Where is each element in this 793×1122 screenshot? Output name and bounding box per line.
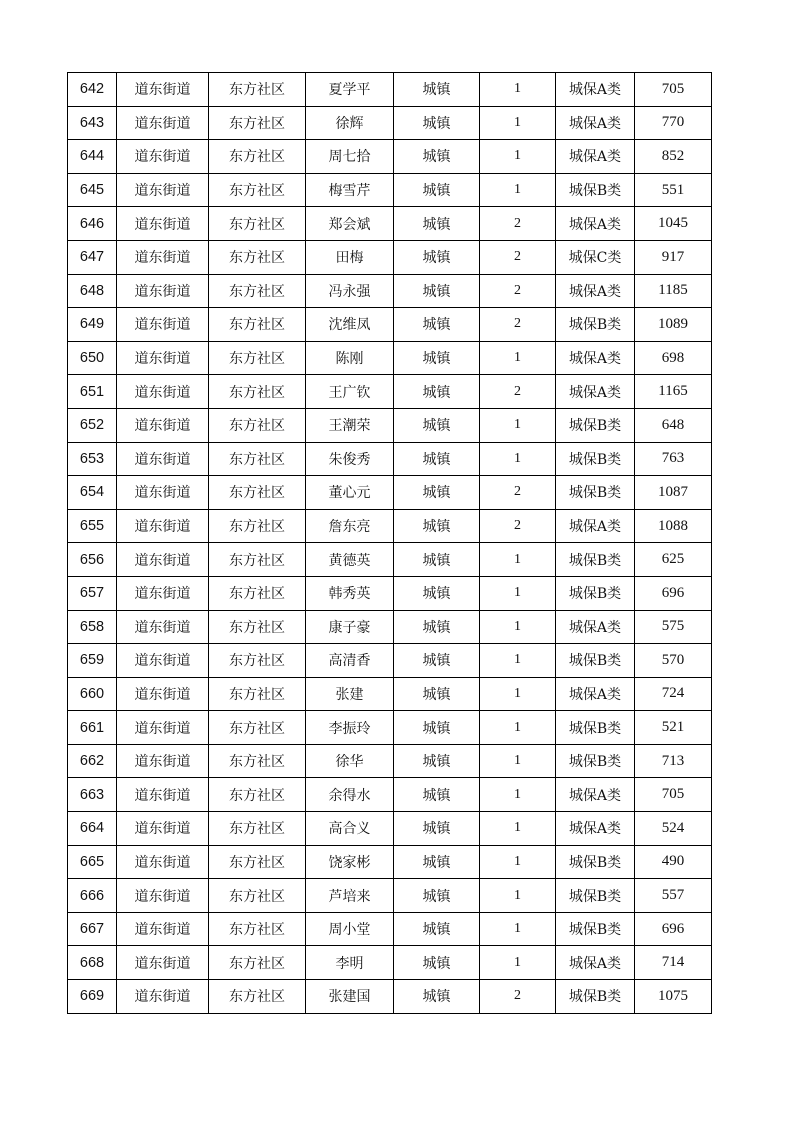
household-type-cell: 城镇 bbox=[394, 677, 480, 711]
subdistrict-cell: 道东街道 bbox=[117, 576, 209, 610]
table-row bbox=[68, 408, 712, 442]
table-row bbox=[68, 744, 712, 778]
row-number-cell: 643 bbox=[68, 106, 117, 140]
amount-cell: 551 bbox=[635, 173, 712, 207]
row-number-cell: 664 bbox=[68, 812, 117, 846]
subdistrict-cell: 道东街道 bbox=[117, 73, 209, 107]
subdistrict-cell: 道东街道 bbox=[117, 408, 209, 442]
household-type-cell: 城镇 bbox=[394, 240, 480, 274]
category-cell: 城保B类 bbox=[556, 744, 635, 778]
subdistrict-cell: 道东街道 bbox=[117, 980, 209, 1014]
household-type-cell: 城镇 bbox=[394, 576, 480, 610]
household-type-cell: 城镇 bbox=[394, 879, 480, 913]
amount-cell: 557 bbox=[635, 879, 712, 913]
row-number-cell: 659 bbox=[68, 644, 117, 678]
table-row bbox=[68, 476, 712, 510]
row-number-cell: 652 bbox=[68, 408, 117, 442]
row-number-cell: 648 bbox=[68, 274, 117, 308]
assistance-roster-table bbox=[67, 72, 712, 1014]
amount-cell: 705 bbox=[635, 73, 712, 107]
subdistrict-cell: 道东街道 bbox=[117, 274, 209, 308]
household-type-cell: 城镇 bbox=[394, 711, 480, 745]
row-number-cell: 649 bbox=[68, 308, 117, 342]
row-number-cell: 650 bbox=[68, 341, 117, 375]
subdistrict-cell: 道东街道 bbox=[117, 140, 209, 174]
name-cell: 黄德英 bbox=[306, 543, 394, 577]
row-number-cell: 662 bbox=[68, 744, 117, 778]
subdistrict-cell: 道东街道 bbox=[117, 106, 209, 140]
name-cell: 李振玲 bbox=[306, 711, 394, 745]
member-count-cell: 2 bbox=[480, 207, 556, 241]
row-number-cell: 666 bbox=[68, 879, 117, 913]
community-cell: 东方社区 bbox=[209, 744, 306, 778]
row-number-cell: 655 bbox=[68, 509, 117, 543]
category-cell: 城保A类 bbox=[556, 778, 635, 812]
row-number-cell: 644 bbox=[68, 140, 117, 174]
table-row bbox=[68, 341, 712, 375]
table-row bbox=[68, 778, 712, 812]
community-cell: 东方社区 bbox=[209, 711, 306, 745]
household-type-cell: 城镇 bbox=[394, 375, 480, 409]
household-type-cell: 城镇 bbox=[394, 644, 480, 678]
category-cell: 城保B类 bbox=[556, 711, 635, 745]
table-body bbox=[68, 73, 712, 1014]
community-cell: 东方社区 bbox=[209, 140, 306, 174]
category-cell: 城保B类 bbox=[556, 879, 635, 913]
category-cell: 城保A类 bbox=[556, 946, 635, 980]
community-cell: 东方社区 bbox=[209, 240, 306, 274]
name-cell: 李明 bbox=[306, 946, 394, 980]
community-cell: 东方社区 bbox=[209, 879, 306, 913]
household-type-cell: 城镇 bbox=[394, 812, 480, 846]
category-cell: 城保B类 bbox=[556, 576, 635, 610]
category-cell: 城保A类 bbox=[556, 341, 635, 375]
member-count-cell: 1 bbox=[480, 912, 556, 946]
community-cell: 东方社区 bbox=[209, 845, 306, 879]
row-number-cell: 656 bbox=[68, 543, 117, 577]
table-row bbox=[68, 240, 712, 274]
category-cell: 城保B类 bbox=[556, 912, 635, 946]
amount-cell: 724 bbox=[635, 677, 712, 711]
row-number-cell: 642 bbox=[68, 73, 117, 107]
member-count-cell: 1 bbox=[480, 140, 556, 174]
member-count-cell: 2 bbox=[480, 375, 556, 409]
name-cell: 沈维凤 bbox=[306, 308, 394, 342]
table-row bbox=[68, 912, 712, 946]
household-type-cell: 城镇 bbox=[394, 845, 480, 879]
name-cell: 徐辉 bbox=[306, 106, 394, 140]
amount-cell: 763 bbox=[635, 442, 712, 476]
community-cell: 东方社区 bbox=[209, 408, 306, 442]
amount-cell: 1087 bbox=[635, 476, 712, 510]
household-type-cell: 城镇 bbox=[394, 778, 480, 812]
amount-cell: 648 bbox=[635, 408, 712, 442]
table-row bbox=[68, 173, 712, 207]
category-cell: 城保C类 bbox=[556, 240, 635, 274]
category-cell: 城保B类 bbox=[556, 173, 635, 207]
row-number-cell: 654 bbox=[68, 476, 117, 510]
member-count-cell: 1 bbox=[480, 408, 556, 442]
household-type-cell: 城镇 bbox=[394, 173, 480, 207]
community-cell: 东方社区 bbox=[209, 509, 306, 543]
table-row bbox=[68, 576, 712, 610]
name-cell: 余得水 bbox=[306, 778, 394, 812]
category-cell: 城保A类 bbox=[556, 509, 635, 543]
table-row bbox=[68, 509, 712, 543]
subdistrict-cell: 道东街道 bbox=[117, 677, 209, 711]
row-number-cell: 651 bbox=[68, 375, 117, 409]
subdistrict-cell: 道东街道 bbox=[117, 845, 209, 879]
category-cell: 城保A类 bbox=[556, 610, 635, 644]
category-cell: 城保A类 bbox=[556, 812, 635, 846]
amount-cell: 570 bbox=[635, 644, 712, 678]
community-cell: 东方社区 bbox=[209, 442, 306, 476]
member-count-cell: 1 bbox=[480, 879, 556, 913]
member-count-cell: 1 bbox=[480, 744, 556, 778]
name-cell: 高清香 bbox=[306, 644, 394, 678]
subdistrict-cell: 道东街道 bbox=[117, 207, 209, 241]
subdistrict-cell: 道东街道 bbox=[117, 341, 209, 375]
member-count-cell: 1 bbox=[480, 845, 556, 879]
name-cell: 詹东亮 bbox=[306, 509, 394, 543]
subdistrict-cell: 道东街道 bbox=[117, 173, 209, 207]
amount-cell: 1089 bbox=[635, 308, 712, 342]
amount-cell: 1165 bbox=[635, 375, 712, 409]
community-cell: 东方社区 bbox=[209, 677, 306, 711]
household-type-cell: 城镇 bbox=[394, 543, 480, 577]
name-cell: 王潮荣 bbox=[306, 408, 394, 442]
member-count-cell: 2 bbox=[480, 980, 556, 1014]
household-type-cell: 城镇 bbox=[394, 509, 480, 543]
category-cell: 城保A类 bbox=[556, 207, 635, 241]
category-cell: 城保A类 bbox=[556, 73, 635, 107]
table-row bbox=[68, 610, 712, 644]
table-row bbox=[68, 73, 712, 107]
category-cell: 城保B类 bbox=[556, 845, 635, 879]
table-row bbox=[68, 375, 712, 409]
row-number-cell: 668 bbox=[68, 946, 117, 980]
amount-cell: 705 bbox=[635, 778, 712, 812]
name-cell: 周小堂 bbox=[306, 912, 394, 946]
subdistrict-cell: 道东街道 bbox=[117, 509, 209, 543]
name-cell: 徐华 bbox=[306, 744, 394, 778]
household-type-cell: 城镇 bbox=[394, 73, 480, 107]
name-cell: 陈刚 bbox=[306, 341, 394, 375]
community-cell: 东方社区 bbox=[209, 946, 306, 980]
community-cell: 东方社区 bbox=[209, 912, 306, 946]
member-count-cell: 1 bbox=[480, 946, 556, 980]
category-cell: 城保B类 bbox=[556, 442, 635, 476]
member-count-cell: 1 bbox=[480, 677, 556, 711]
community-cell: 东方社区 bbox=[209, 375, 306, 409]
household-type-cell: 城镇 bbox=[394, 274, 480, 308]
name-cell: 芦培来 bbox=[306, 879, 394, 913]
community-cell: 东方社区 bbox=[209, 274, 306, 308]
table-row bbox=[68, 711, 712, 745]
table-row bbox=[68, 140, 712, 174]
category-cell: 城保B类 bbox=[556, 980, 635, 1014]
member-count-cell: 1 bbox=[480, 341, 556, 375]
household-type-cell: 城镇 bbox=[394, 308, 480, 342]
table-row bbox=[68, 644, 712, 678]
household-type-cell: 城镇 bbox=[394, 106, 480, 140]
amount-cell: 1045 bbox=[635, 207, 712, 241]
amount-cell: 524 bbox=[635, 812, 712, 846]
subdistrict-cell: 道东街道 bbox=[117, 240, 209, 274]
member-count-cell: 1 bbox=[480, 442, 556, 476]
subdistrict-cell: 道东街道 bbox=[117, 644, 209, 678]
amount-cell: 852 bbox=[635, 140, 712, 174]
category-cell: 城保A类 bbox=[556, 375, 635, 409]
subdistrict-cell: 道东街道 bbox=[117, 543, 209, 577]
amount-cell: 490 bbox=[635, 845, 712, 879]
member-count-cell: 1 bbox=[480, 73, 556, 107]
community-cell: 东方社区 bbox=[209, 543, 306, 577]
member-count-cell: 1 bbox=[480, 644, 556, 678]
member-count-cell: 1 bbox=[480, 173, 556, 207]
row-number-cell: 665 bbox=[68, 845, 117, 879]
category-cell: 城保B类 bbox=[556, 644, 635, 678]
table-row bbox=[68, 845, 712, 879]
name-cell: 韩秀英 bbox=[306, 576, 394, 610]
household-type-cell: 城镇 bbox=[394, 476, 480, 510]
community-cell: 东方社区 bbox=[209, 341, 306, 375]
household-type-cell: 城镇 bbox=[394, 408, 480, 442]
row-number-cell: 669 bbox=[68, 980, 117, 1014]
amount-cell: 770 bbox=[635, 106, 712, 140]
name-cell: 郑会斌 bbox=[306, 207, 394, 241]
row-number-cell: 647 bbox=[68, 240, 117, 274]
community-cell: 东方社区 bbox=[209, 576, 306, 610]
table-row bbox=[68, 677, 712, 711]
row-number-cell: 667 bbox=[68, 912, 117, 946]
name-cell: 董心元 bbox=[306, 476, 394, 510]
community-cell: 东方社区 bbox=[209, 106, 306, 140]
name-cell: 张建 bbox=[306, 677, 394, 711]
household-type-cell: 城镇 bbox=[394, 442, 480, 476]
community-cell: 东方社区 bbox=[209, 644, 306, 678]
name-cell: 王广钦 bbox=[306, 375, 394, 409]
name-cell: 冯永强 bbox=[306, 274, 394, 308]
amount-cell: 575 bbox=[635, 610, 712, 644]
row-number-cell: 653 bbox=[68, 442, 117, 476]
name-cell: 饶家彬 bbox=[306, 845, 394, 879]
row-number-cell: 663 bbox=[68, 778, 117, 812]
community-cell: 东方社区 bbox=[209, 476, 306, 510]
subdistrict-cell: 道东街道 bbox=[117, 812, 209, 846]
name-cell: 梅雪芹 bbox=[306, 173, 394, 207]
subdistrict-cell: 道东街道 bbox=[117, 879, 209, 913]
member-count-cell: 1 bbox=[480, 576, 556, 610]
member-count-cell: 1 bbox=[480, 812, 556, 846]
category-cell: 城保B类 bbox=[556, 476, 635, 510]
household-type-cell: 城镇 bbox=[394, 744, 480, 778]
table-row bbox=[68, 879, 712, 913]
row-number-cell: 661 bbox=[68, 711, 117, 745]
table-row bbox=[68, 207, 712, 241]
household-type-cell: 城镇 bbox=[394, 610, 480, 644]
amount-cell: 1185 bbox=[635, 274, 712, 308]
name-cell: 朱俊秀 bbox=[306, 442, 394, 476]
amount-cell: 696 bbox=[635, 912, 712, 946]
subdistrict-cell: 道东街道 bbox=[117, 912, 209, 946]
category-cell: 城保A类 bbox=[556, 106, 635, 140]
amount-cell: 625 bbox=[635, 543, 712, 577]
row-number-cell: 660 bbox=[68, 677, 117, 711]
category-cell: 城保A类 bbox=[556, 274, 635, 308]
community-cell: 东方社区 bbox=[209, 610, 306, 644]
subdistrict-cell: 道东街道 bbox=[117, 476, 209, 510]
community-cell: 东方社区 bbox=[209, 73, 306, 107]
community-cell: 东方社区 bbox=[209, 173, 306, 207]
member-count-cell: 1 bbox=[480, 610, 556, 644]
member-count-cell: 1 bbox=[480, 711, 556, 745]
member-count-cell: 2 bbox=[480, 509, 556, 543]
table-row bbox=[68, 980, 712, 1014]
community-cell: 东方社区 bbox=[209, 778, 306, 812]
community-cell: 东方社区 bbox=[209, 207, 306, 241]
amount-cell: 698 bbox=[635, 341, 712, 375]
amount-cell: 713 bbox=[635, 744, 712, 778]
member-count-cell: 2 bbox=[480, 240, 556, 274]
category-cell: 城保B类 bbox=[556, 543, 635, 577]
table-row bbox=[68, 946, 712, 980]
row-number-cell: 645 bbox=[68, 173, 117, 207]
name-cell: 张建国 bbox=[306, 980, 394, 1014]
amount-cell: 714 bbox=[635, 946, 712, 980]
name-cell: 高合义 bbox=[306, 812, 394, 846]
member-count-cell: 1 bbox=[480, 778, 556, 812]
subdistrict-cell: 道东街道 bbox=[117, 442, 209, 476]
row-number-cell: 657 bbox=[68, 576, 117, 610]
amount-cell: 696 bbox=[635, 576, 712, 610]
household-type-cell: 城镇 bbox=[394, 946, 480, 980]
table-row bbox=[68, 274, 712, 308]
subdistrict-cell: 道东街道 bbox=[117, 610, 209, 644]
name-cell: 康子豪 bbox=[306, 610, 394, 644]
name-cell: 夏学平 bbox=[306, 73, 394, 107]
subdistrict-cell: 道东街道 bbox=[117, 744, 209, 778]
table-row bbox=[68, 442, 712, 476]
category-cell: 城保B类 bbox=[556, 308, 635, 342]
category-cell: 城保B类 bbox=[556, 408, 635, 442]
row-number-cell: 646 bbox=[68, 207, 117, 241]
member-count-cell: 2 bbox=[480, 308, 556, 342]
category-cell: 城保A类 bbox=[556, 140, 635, 174]
table-row bbox=[68, 543, 712, 577]
table-row bbox=[68, 308, 712, 342]
subdistrict-cell: 道东街道 bbox=[117, 375, 209, 409]
household-type-cell: 城镇 bbox=[394, 140, 480, 174]
amount-cell: 917 bbox=[635, 240, 712, 274]
amount-cell: 521 bbox=[635, 711, 712, 745]
community-cell: 东方社区 bbox=[209, 812, 306, 846]
household-type-cell: 城镇 bbox=[394, 912, 480, 946]
member-count-cell: 2 bbox=[480, 476, 556, 510]
household-type-cell: 城镇 bbox=[394, 207, 480, 241]
row-number-cell: 658 bbox=[68, 610, 117, 644]
member-count-cell: 2 bbox=[480, 274, 556, 308]
subdistrict-cell: 道东街道 bbox=[117, 946, 209, 980]
household-type-cell: 城镇 bbox=[394, 980, 480, 1014]
amount-cell: 1088 bbox=[635, 509, 712, 543]
table-row bbox=[68, 812, 712, 846]
amount-cell: 1075 bbox=[635, 980, 712, 1014]
name-cell: 田梅 bbox=[306, 240, 394, 274]
community-cell: 东方社区 bbox=[209, 308, 306, 342]
subdistrict-cell: 道东街道 bbox=[117, 308, 209, 342]
household-type-cell: 城镇 bbox=[394, 341, 480, 375]
member-count-cell: 1 bbox=[480, 543, 556, 577]
member-count-cell: 1 bbox=[480, 106, 556, 140]
subdistrict-cell: 道东街道 bbox=[117, 778, 209, 812]
subdistrict-cell: 道东街道 bbox=[117, 711, 209, 745]
category-cell: 城保A类 bbox=[556, 677, 635, 711]
community-cell: 东方社区 bbox=[209, 980, 306, 1014]
name-cell: 周七拾 bbox=[306, 140, 394, 174]
table-row bbox=[68, 106, 712, 140]
